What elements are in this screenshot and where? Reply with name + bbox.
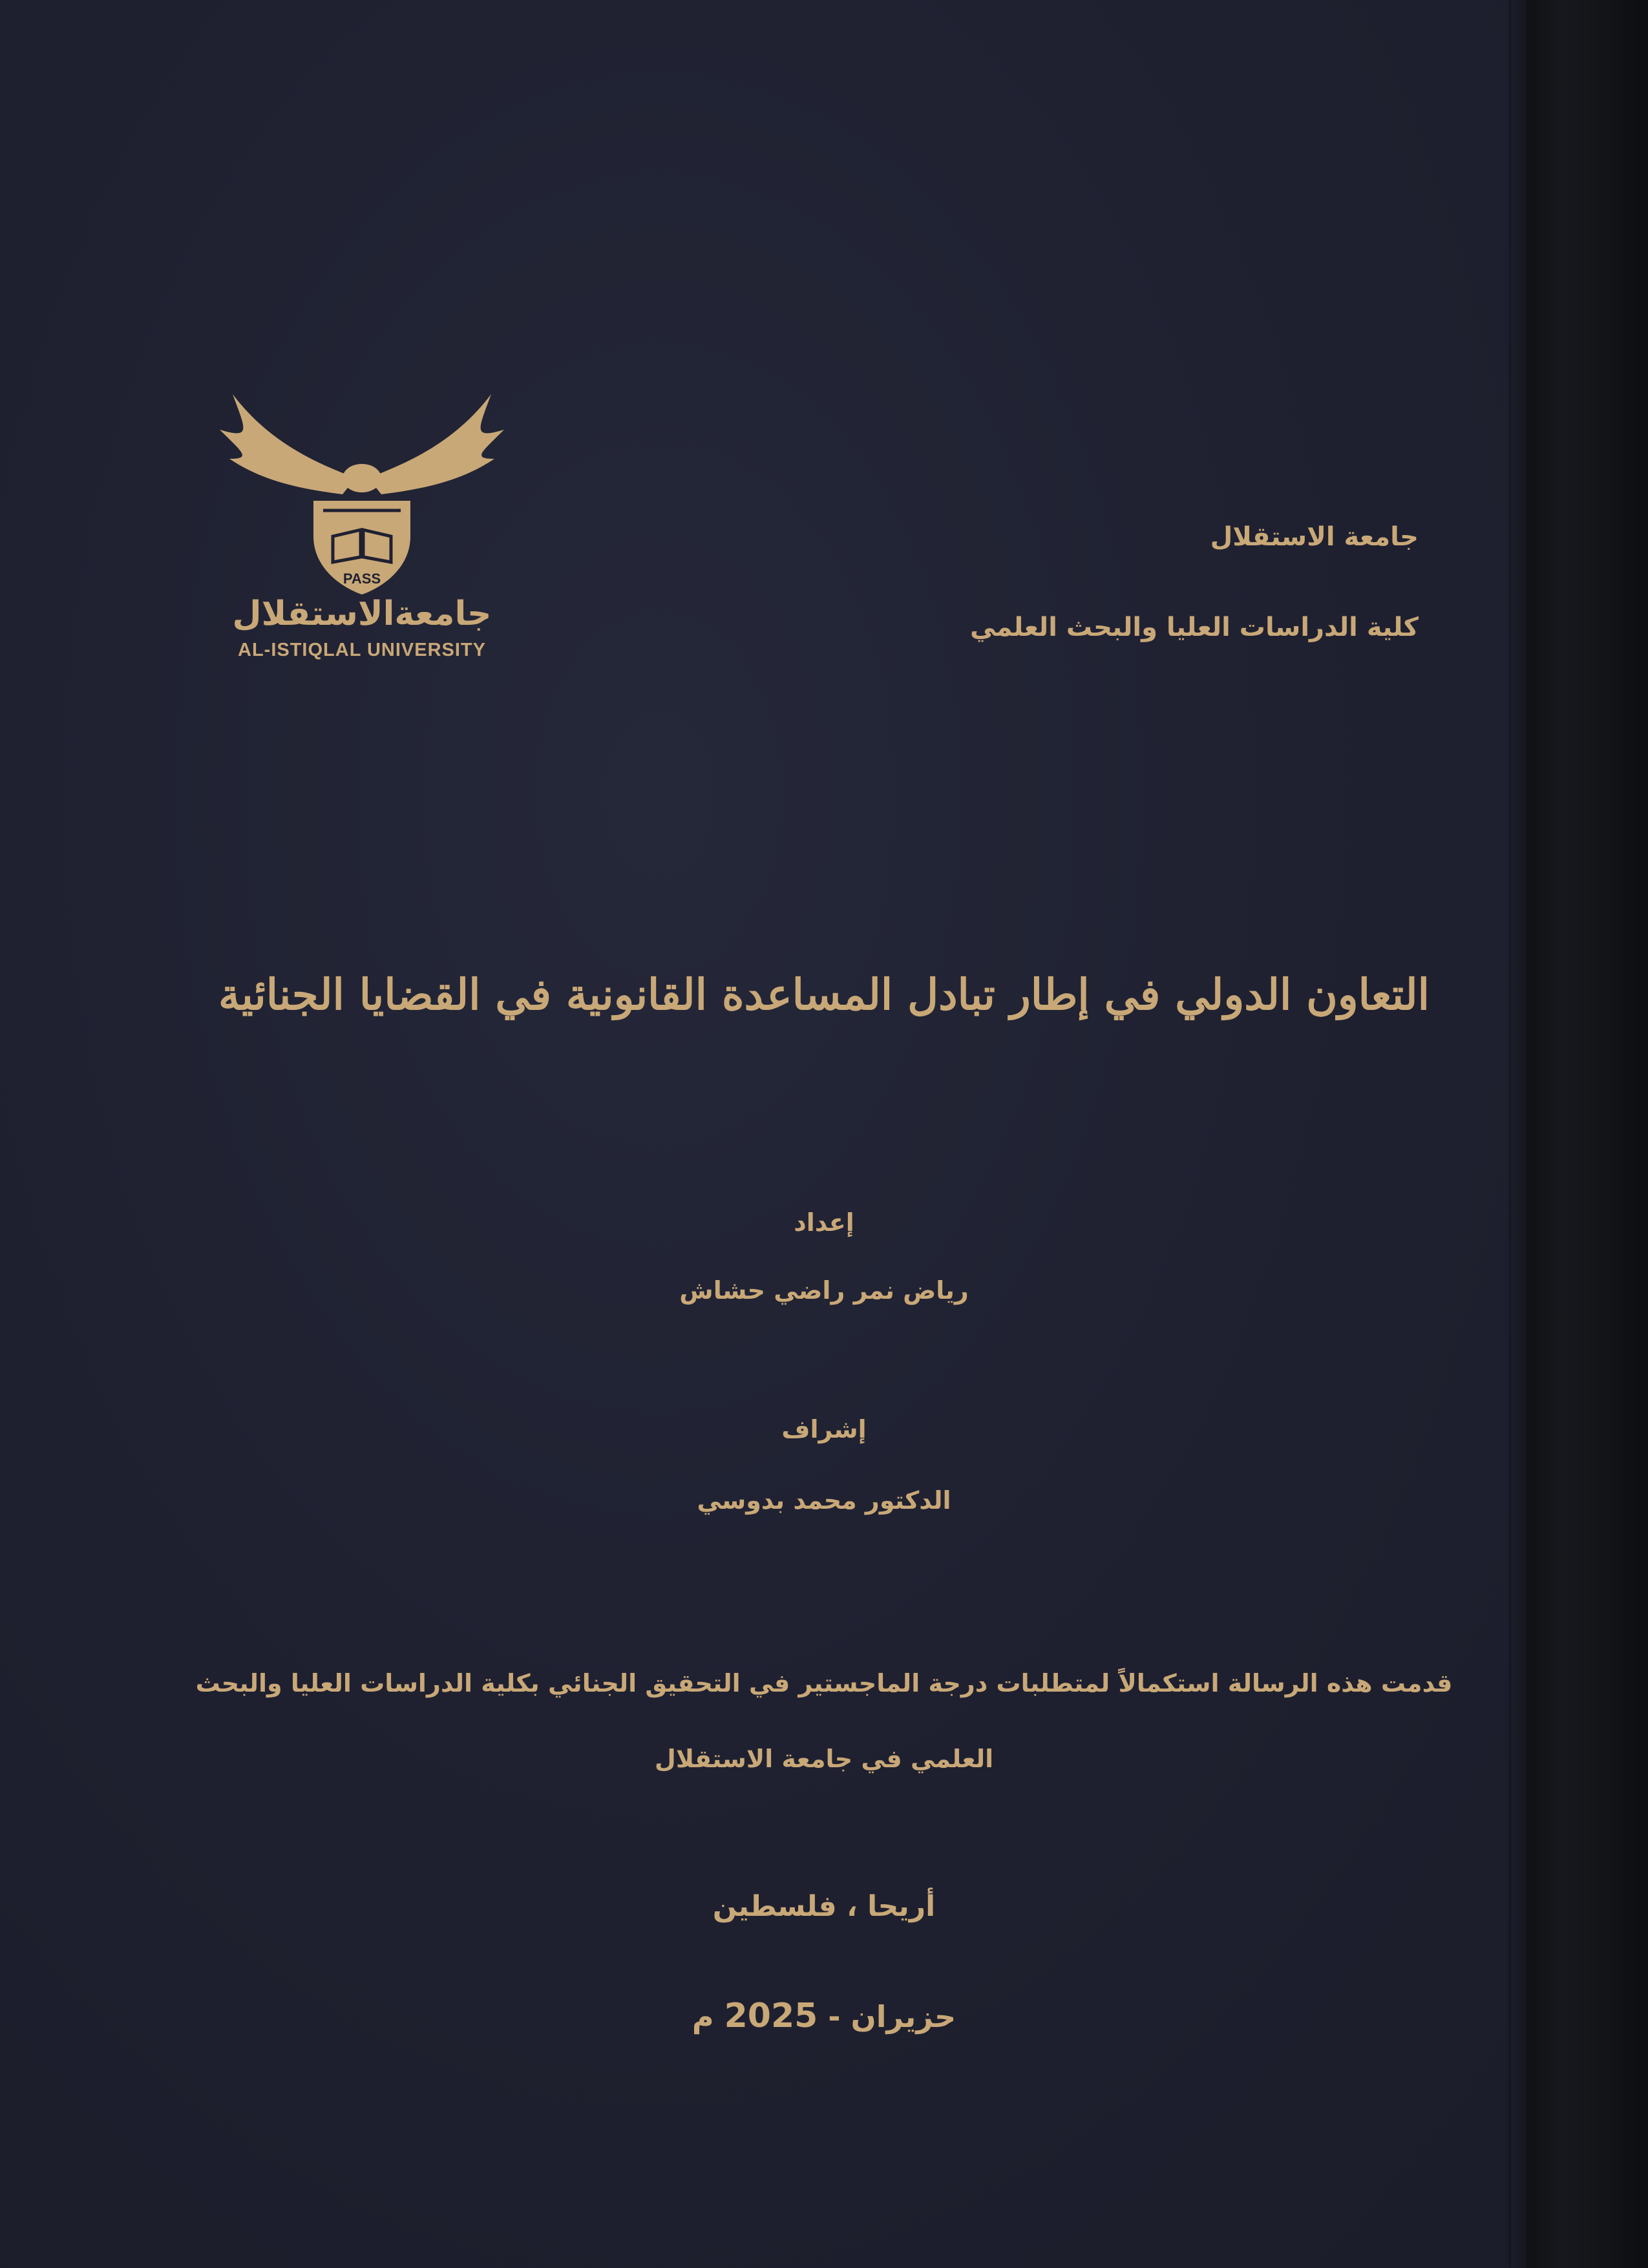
logo-arabic-name: جامعةالاستقلال (232, 594, 492, 633)
supervision-label: إشراف (781, 1415, 867, 1444)
date-year: 2025 (724, 1997, 818, 2035)
book-spine (1527, 0, 1648, 2268)
date-line (162, 1997, 1486, 2035)
logo-english-name: AL-ISTIQLAL UNIVERSITY (238, 640, 486, 660)
university-name: جامعة الاستقلال (1210, 522, 1419, 552)
prepared-by-label: إعداد (794, 1208, 854, 1237)
supervisor-name: الدكتور محمد بدوسي (697, 1486, 951, 1515)
submission-statement-line-1: قدمت هذه الرسالة استكمالاً لمتطلبات درجة الماجستير في التحقيق الجنائي بكلية الدراسات العليا والبحث (195, 1669, 1453, 1697)
submission-statement-line-2: العلمي في جامعة الاستقلال (654, 1745, 994, 1773)
date-suffix: م (692, 1999, 714, 2034)
cover-board-edge (1511, 0, 1527, 2268)
faculty-name: كلية الدراسات العليا والبحث العلمي (969, 613, 1419, 642)
emblem-text: PASS (343, 571, 381, 587)
author-name: رياض نمر راضي حشاش (679, 1276, 969, 1305)
eagle-emblem-icon (194, 368, 530, 601)
date-month: حزيران (850, 1999, 956, 2034)
thesis-title: التعاون الدولي في إطار تبادل المساعدة القانونية في القضايا الجنائية (218, 969, 1430, 1020)
date-separator: - (828, 1999, 841, 2034)
place: أريحا ، فلسطين (712, 1890, 936, 1923)
